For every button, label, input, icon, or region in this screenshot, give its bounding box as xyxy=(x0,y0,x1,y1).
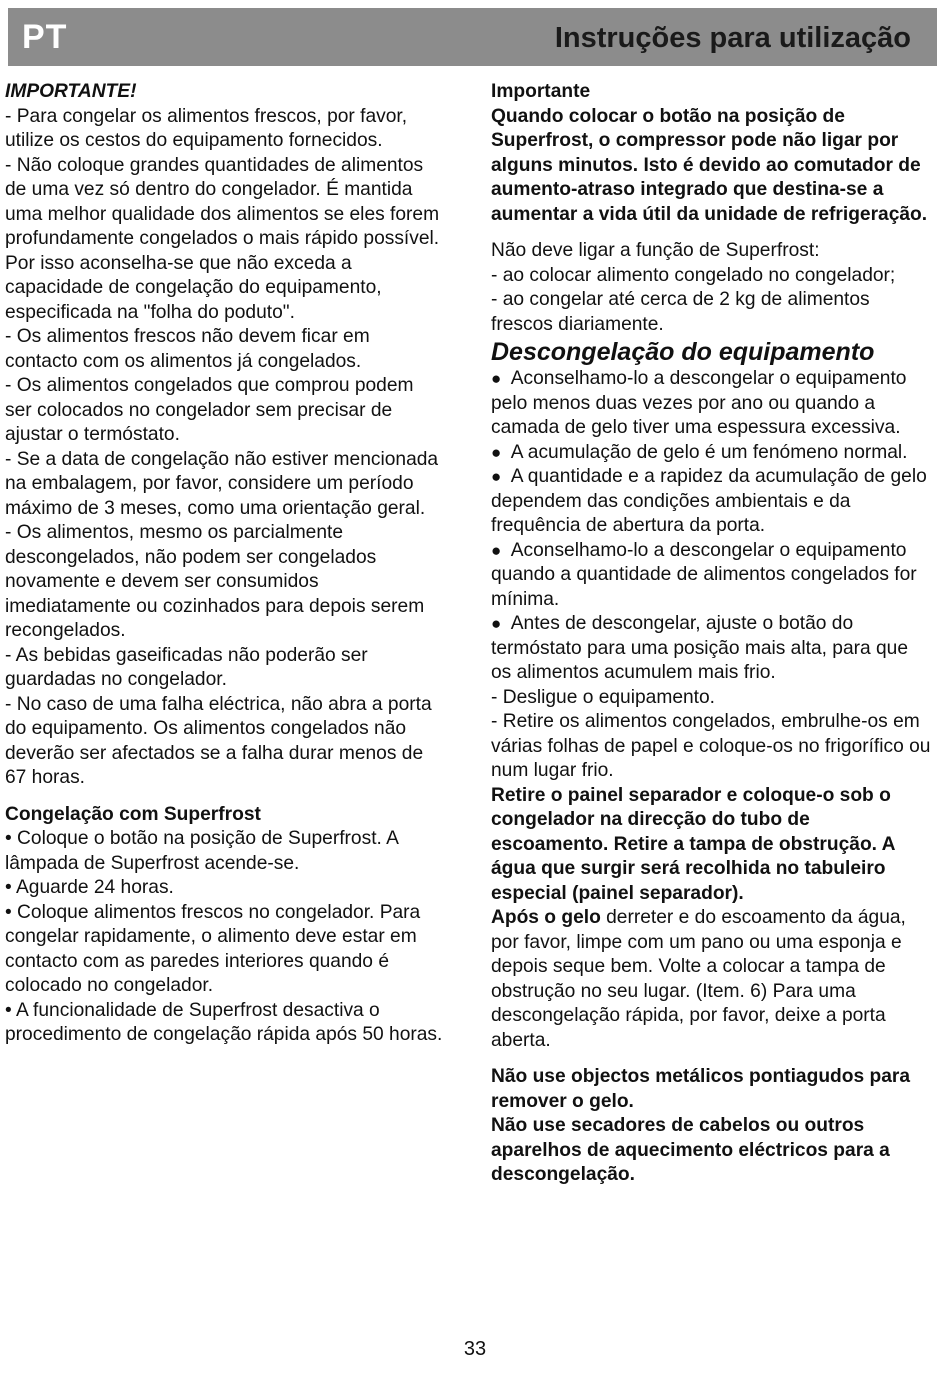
defrost-section-title: Descongelação do equipamento xyxy=(491,338,875,366)
after-lead: Após o gelo xyxy=(491,907,601,928)
defrost-bullet: ● Aconselhamo-lo a descongelar o equipamento pelo menos duas vezes por ano ou quando a camada de gelo tiver uma espessura excessiva. xyxy=(491,367,931,441)
paragraph: - Para congelar os alimentos frescos, por favor, utilize os cestos do equipamento fornecidos. xyxy=(5,105,408,151)
paragraph: - No caso de uma falha eléctrica, não abra a porta do equipamento. Os alimentos congelados não deverão ser afectados se a falha durar menos de 67 horas. xyxy=(5,693,432,788)
defrost-step-bold: Retire o painel separador e coloque-o sob o congelador na direcção do tubo de escoamento. Retire a tampa de obstrução. A água que surgir será recolhida no tabuleiro especial (painel separador). xyxy=(491,784,895,904)
important-heading-right: Importante xyxy=(491,81,591,102)
defrost-step: - Retire os alimentos congelados, embrulhe-os em várias folhas de papel e coloque-os no frigorífico ou num lugar frio. xyxy=(491,711,931,781)
defrost-step: - Desligue o equipamento. xyxy=(491,686,715,708)
no-superfrost-line: - ao colocar alimento congelado no congelador; xyxy=(491,264,896,286)
header-bar xyxy=(8,8,937,66)
page-title: Instruções para utilização xyxy=(554,22,911,54)
right-column xyxy=(491,80,931,1188)
important-heading: IMPORTANTE! xyxy=(5,81,137,102)
paragraph: - Os alimentos congelados que comprou podem ser colocados no congelador sem precisar de ajustar o termóstato. xyxy=(5,375,414,445)
paragraph: - As bebidas gaseificadas não poderão ser guardadas no congelador. xyxy=(5,644,368,690)
page-number: 33 xyxy=(463,1338,487,1360)
defrost-bullet: ● Antes de descongelar, ajuste o botão do termóstato para uma posição mais alta, para que os alimentos acumulem mais frio. xyxy=(491,612,931,686)
paragraph: - Os alimentos, mesmo os parcialmente descongelados, não podem ser congelados novamente e devem ser consumidos imediatamente ou cozinhados para depois serem recongelados. xyxy=(5,522,425,641)
paragraph: - Os alimentos frescos não devem ficar em contacto com os alimentos já congelados. xyxy=(5,326,370,372)
defrost-bullet: ● A quantidade e a rapidez da acumulação de gelo dependem das condições ambientais e da frequência de abertura da porta. xyxy=(491,465,931,539)
superfrost-item: • A funcionalidade de Superfrost desactiva o procedimento de congelação rápida após 50 horas. xyxy=(5,999,443,1045)
no-superfrost-line: - ao congelar até cerca de 2 kg de alimentos frescos diariamente. xyxy=(491,289,870,335)
warning: Não use objectos metálicos pontiagudos para remover o gelo. xyxy=(491,1066,911,1112)
superfrost-item: • Coloque o botão na posição de Superfrost. A lâmpada de Superfrost acende-se. xyxy=(5,828,398,874)
important-note: Quando colocar o botão na posição de Superfrost, o compressor pode não ligar por alguns minutos. Isto é devido ao comutador de aumento-atraso integrado que destina-se a aumentar a vida útil da unidade de refrigeração. xyxy=(491,105,928,225)
defrost-bullet: ● Aconselhamo-lo a descongelar o equipamento quando a quantidade de alimentos congelados for mínima. xyxy=(491,539,931,613)
superfrost-item: • Coloque alimentos frescos no congelador. Para congelar rapidamente, o alimento deve estar em contacto com as paredes interiores quando é colocado no congelador. xyxy=(5,901,421,996)
left-column xyxy=(5,80,445,1048)
no-superfrost-line: Não deve ligar a função de Superfrost: xyxy=(491,240,820,261)
language-code: PT xyxy=(22,18,68,56)
superfrost-item: • Aguarde 24 horas. xyxy=(5,877,174,898)
superfrost-heading: Congelação com Superfrost xyxy=(5,803,261,825)
defrost-after xyxy=(491,906,931,1053)
paragraph: - Se a data de congelação não estiver mencionada na embalagem, por favor, considere um período máximo de 3 meses, como uma orientação geral. xyxy=(5,448,439,519)
after-text: derreter e do escoamento da água, por favor, limpe com um pano ou uma esponja e depois seque bem. Volte a colocar a tampa de obstrução no seu lugar. (Item. 6) Para uma descongelação rápida, por favor, deixe a porta aberta. xyxy=(491,907,906,1051)
defrost-bullet: ● A acumulação de gelo é um fenómeno normal. xyxy=(491,441,931,466)
paragraph: - Não coloque grandes quantidades de alimentos de uma vez só dentro do congelador. É mantida uma melhor qualidade dos alimentos se eles forem profundamente congelados o mais rápido possível. Por isso aconselha-se que não exceda a capacidade de congelação do equipamento, especificada na "folha do poduto". xyxy=(5,154,440,323)
warning: Não use secadores de cabelos ou outros aparelhos de aquecimento eléctricos para a descongelação. xyxy=(491,1115,890,1185)
